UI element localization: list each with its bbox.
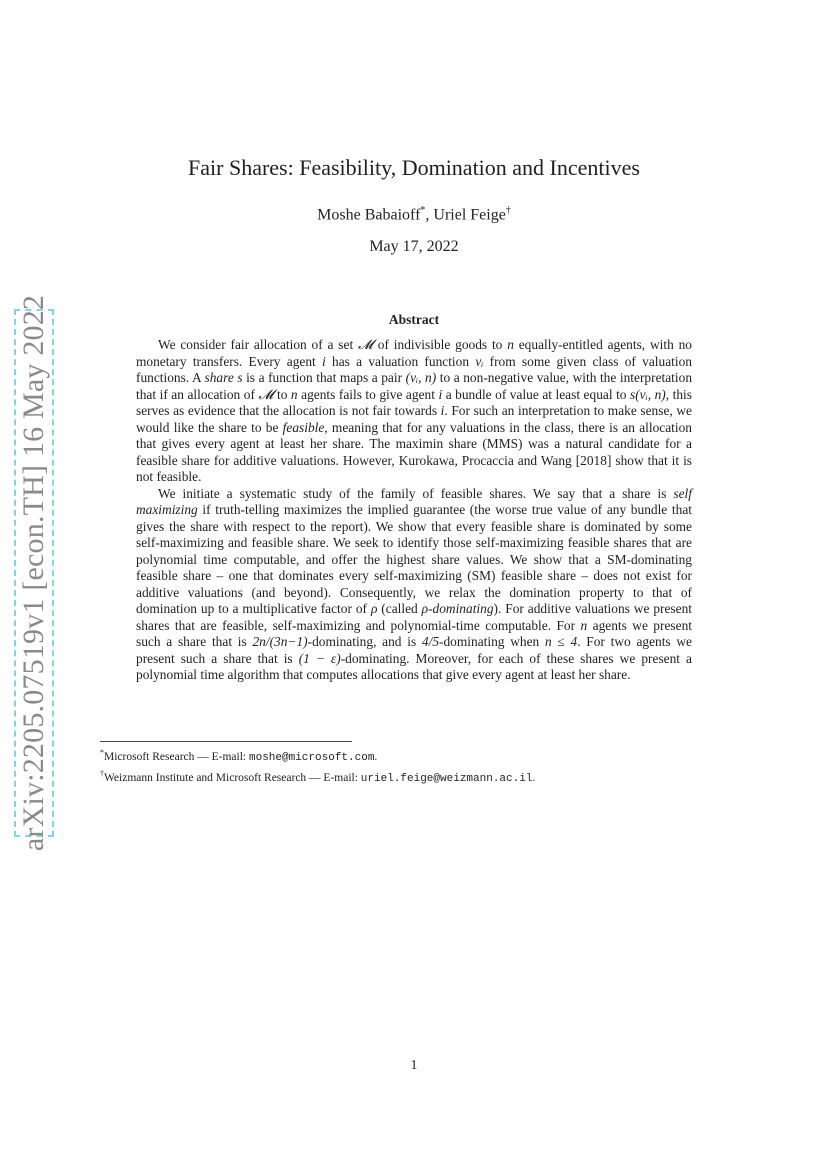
math-symbol: ρ <box>370 601 378 616</box>
math-symbol: vᵢ <box>475 353 484 369</box>
footnote-mark: † <box>505 205 511 216</box>
text-run: We consider fair allocation of a set <box>158 337 358 352</box>
text-run: -dominating when <box>439 634 545 649</box>
footnote-text: Weizmann Institute and Microsoft Research — E-mail: <box>104 771 361 784</box>
text-run: ). For additive valuations we present shares that are feasible, self-maximizing and polynomial-time computable. For <box>136 601 692 633</box>
math-expression: (1 − ε) <box>298 650 341 666</box>
text-run: . <box>532 771 536 784</box>
arxiv-identifier: arXiv:2205.07519v1 [econ.TH] 16 May 2022 <box>17 294 50 852</box>
math-fraction: 2n/(3n−1) <box>252 634 308 649</box>
emphasized-term: self maximizing <box>136 485 692 517</box>
math-symbol: n <box>580 617 588 633</box>
author-line <box>0 205 828 224</box>
math-expression: n ≤ 4 <box>544 634 578 649</box>
text-run: , this serves as evidence that the allocation is not fair towards <box>136 386 692 418</box>
text-run: , meaning that for any valuations in the class, there is an allocation that gives every agent at least her share. The maximin share (MMS) was a natural candidate for a feasible share for additive valuations. However, Kurokawa, Procaccia and Wang [2018] show that it is not feasible. <box>136 419 693 484</box>
math-symbol: i <box>438 386 443 402</box>
math-symbol: i <box>440 403 445 418</box>
footnote <box>100 745 720 766</box>
text-run: agents fails to give agent <box>297 386 439 402</box>
emphasized-term: ρ-dominating <box>421 601 494 616</box>
text-run: is a function that maps a pair <box>242 370 406 385</box>
paper-title: Fair Shares: Feasibility, Domination and Incentives <box>188 155 640 180</box>
footnotes <box>100 745 720 787</box>
text-run: agents we present such a share that is <box>136 617 692 649</box>
text-run: a bundle of value at least equal to <box>442 386 631 402</box>
text-run: equally-entitled agents, with no monetary transfers. Every agent <box>136 337 692 369</box>
text-run: of indivisible goods to <box>372 337 508 352</box>
text-run: . For two agents we present such a share that is <box>136 634 692 666</box>
author-name: Uriel Feige <box>433 206 506 224</box>
math-symbol: n <box>507 337 514 352</box>
author-separator: , <box>425 206 434 224</box>
page-number: 1 <box>410 1058 418 1073</box>
email-address: moshe@microsoft.com <box>249 751 375 764</box>
abstract-heading: Abstract <box>388 312 440 327</box>
math-symbol: n <box>290 386 298 402</box>
emphasized-term: share s <box>204 370 243 385</box>
math-symbol: i <box>322 353 326 369</box>
footnote-rule <box>100 741 352 742</box>
math-expression: (vᵢ, n) <box>405 370 437 385</box>
abstract-body <box>136 337 692 684</box>
text-run: . For such an interpretation to make sense, we would like the share to be <box>136 403 692 435</box>
math-expression: s(vᵢ, n) <box>630 386 666 402</box>
paper-date: May 17, 2022 <box>369 238 459 255</box>
footnote <box>100 766 720 787</box>
text-run: from some given class of valuation functions. A <box>136 353 692 385</box>
footnote-text: Microsoft Research — E-mail: <box>104 750 249 763</box>
math-symbol: 𝓜 <box>357 337 373 352</box>
footnote-mark: † <box>100 768 104 778</box>
footnote-mark: * <box>420 205 426 216</box>
text-run: -dominating, and is <box>307 634 422 649</box>
text-run: to <box>273 386 291 402</box>
footnote-mark: * <box>100 748 104 757</box>
text-run: We initiate a systematic study of the family of feasible shares. We say that a share is <box>158 485 674 501</box>
abstract-paragraph <box>136 337 692 486</box>
math-symbol: 𝓜 <box>258 386 274 402</box>
email-address: uriel.feige@weizmann.ac.il <box>360 772 533 785</box>
emphasized-term: feasible <box>282 419 325 435</box>
math-fraction: 4/5 <box>421 634 440 649</box>
text-run: (called <box>377 601 422 616</box>
text-run: to a non-negative value, with the interpretation that if an allocation of <box>136 370 693 402</box>
text-run: has a valuation function <box>325 353 476 369</box>
author-name: Moshe Babaioff <box>317 206 421 224</box>
abstract-paragraph <box>136 486 692 684</box>
text-run: . <box>374 750 378 763</box>
text-run: if truth-telling maximizes the implied guarantee (the worse true value of any bundle that gives the share with respect to the report). We show that every feasible share is dominated by some self-maximizing and feasible share. We seek to identify those self-maximizing feasible shares that are polynomial time computable, and offer the highest share values. We show that a SM-dominating feasible share – one that dominates every self-maximizing (SM) feasible share – does not exist for additive valuations (and beyond). Consequently, we relax the domination property to that of domination up to a multiplicative factor of <box>136 502 692 616</box>
text-run: -dominating. Moreover, for each of these shares we present a polynomial time algorithm that computes allocations that give every agent at least her share. <box>136 650 692 682</box>
arxiv-identifier-stamp <box>14 294 54 852</box>
